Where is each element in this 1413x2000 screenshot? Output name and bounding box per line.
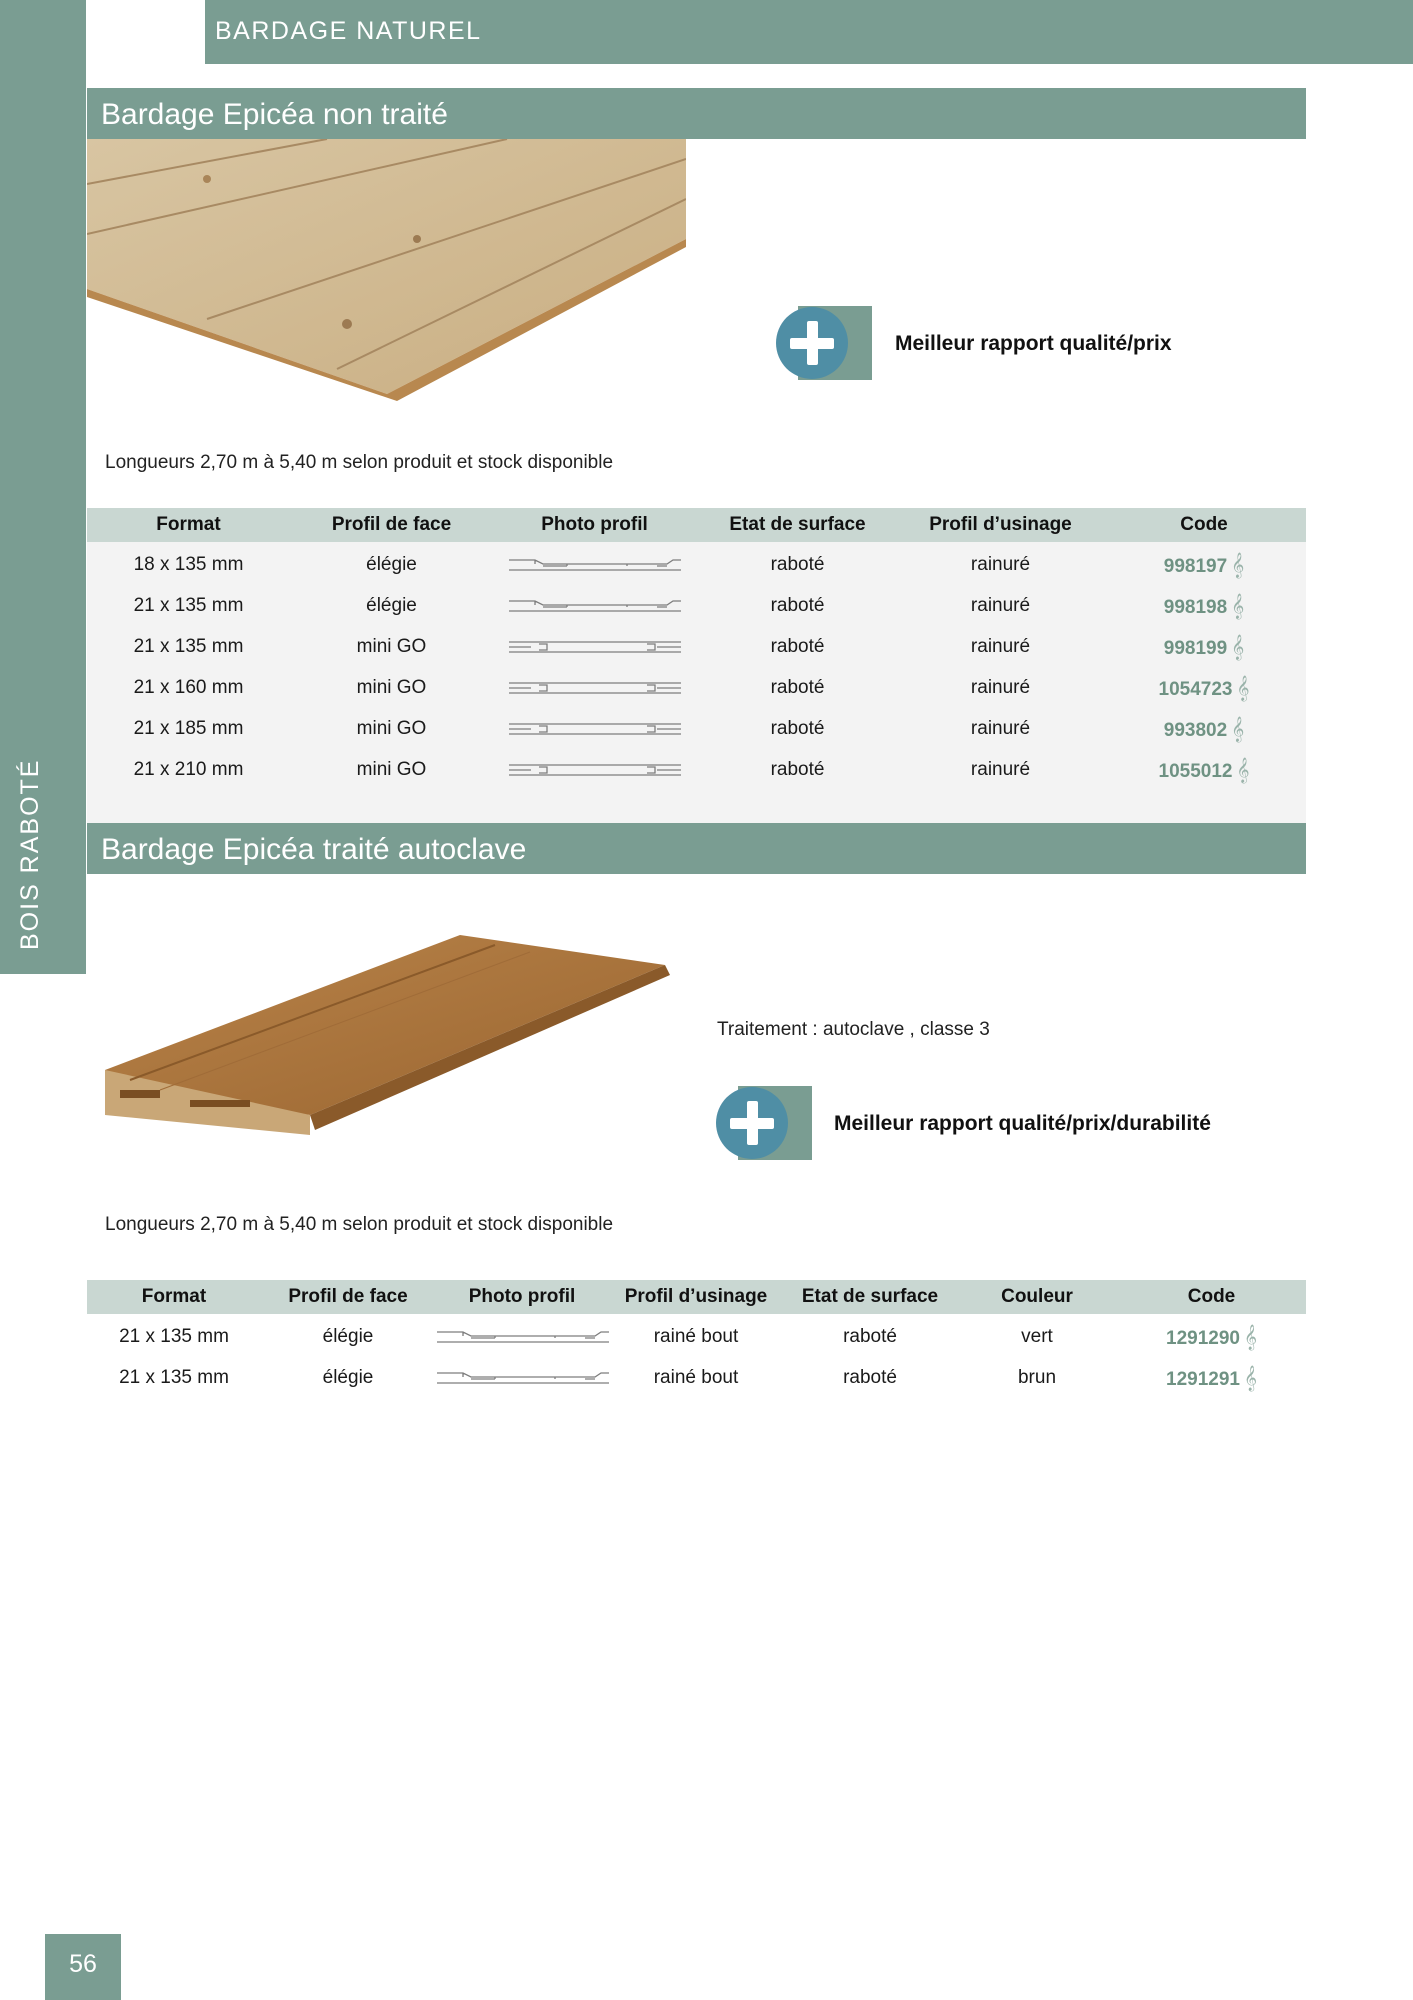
plus-badge-icon	[776, 306, 872, 380]
plus-badge-icon	[716, 1086, 812, 1160]
surface-state-cell: raboté	[843, 1325, 897, 1347]
column-header: Profil d’usinage	[929, 514, 1072, 535]
surface-state-cell: raboté	[770, 635, 825, 657]
color-cell: brun	[1017, 1366, 1057, 1388]
product-code-text: 998199	[1163, 637, 1228, 659]
value-tagline: Meilleur rapport qualité/prix/durabilité	[834, 1112, 1211, 1135]
table-row	[87, 708, 1306, 749]
column-header: Photo profil	[541, 514, 648, 535]
product-table-untreated	[87, 508, 1306, 824]
profile-photo-cell	[493, 720, 696, 738]
table-row	[87, 544, 1306, 585]
category-header	[205, 0, 1413, 64]
surface-state-cell: raboté	[770, 676, 825, 698]
table-row	[87, 667, 1306, 708]
section-title: Bardage Epicéa traité autoclave	[101, 833, 527, 866]
mini-go-profile-icon	[507, 679, 683, 697]
product-code-text: 993802	[1163, 719, 1228, 741]
treatment-note: Traitement : autoclave , classe 3	[717, 1019, 990, 1040]
product-code-text: 1291291	[1166, 1368, 1240, 1390]
surface-state-cell: raboté	[770, 553, 825, 575]
product-code	[1102, 757, 1306, 783]
product-code-text: 1055012	[1158, 760, 1233, 782]
format-cell: 18 x 135 mm	[133, 553, 244, 575]
profile-photo-cell	[435, 1328, 609, 1346]
face-profile-cell: élégie	[366, 594, 417, 616]
column-header: Couleur	[1001, 1286, 1073, 1307]
color-cell: vert	[1021, 1325, 1053, 1347]
profile-photo-cell	[493, 556, 696, 574]
product-table-treated	[87, 1280, 1306, 1398]
format-cell: 21 x 185 mm	[133, 717, 244, 739]
column-header: Etat de surface	[729, 514, 866, 535]
machining-profile-cell: rainuré	[970, 758, 1031, 780]
lengths-note: Longueurs 2,70 m à 5,40 m selon produit et stock disponible	[105, 1214, 614, 1235]
mini-go-profile-icon	[507, 720, 683, 738]
face-profile-cell: élégie	[322, 1325, 374, 1347]
face-profile-cell: élégie	[322, 1366, 374, 1388]
format-cell: 21 x 135 mm	[133, 635, 244, 657]
product-code	[1102, 634, 1306, 660]
machining-profile-cell: rainé bout	[653, 1325, 739, 1347]
machining-profile-cell: rainuré	[970, 676, 1031, 698]
table-row	[87, 1316, 1306, 1357]
product-code	[1117, 1324, 1306, 1350]
machining-profile-cell: rainuré	[970, 717, 1031, 739]
profile-photo-cell	[493, 638, 696, 656]
column-header: Etat de surface	[801, 1286, 939, 1307]
page-number: 56	[45, 1934, 121, 2000]
face-profile-cell: élégie	[366, 553, 417, 575]
format-cell: 21 x 135 mm	[133, 594, 244, 616]
column-header: Code	[1180, 514, 1228, 535]
section-title-bar	[87, 88, 1306, 139]
section-title: Bardage Epicéa non traité	[101, 98, 448, 131]
elegie-profile-icon	[435, 1369, 611, 1387]
value-tagline: Meilleur rapport qualité/prix	[895, 332, 1172, 355]
machining-profile-cell: rainuré	[970, 553, 1031, 575]
table-row	[87, 585, 1306, 626]
profile-photo-cell	[493, 679, 696, 697]
column-header: Photo profil	[468, 1286, 576, 1307]
product-code	[1102, 675, 1306, 701]
face-profile-cell: mini GO	[356, 758, 427, 780]
product-code-text: 1054723	[1158, 678, 1233, 700]
untreated-spruce-cladding-photo	[87, 139, 686, 401]
column-header: Format	[141, 1286, 207, 1307]
mini-go-profile-icon	[507, 638, 683, 656]
section-title-bar	[87, 823, 1306, 874]
lengths-note: Longueurs 2,70 m à 5,40 m selon produit et stock disponible	[105, 452, 614, 473]
surface-state-cell: raboté	[770, 758, 825, 780]
music-note-icon: 𝄞	[1236, 674, 1250, 700]
column-header: Profil d’usinage	[624, 1286, 768, 1307]
format-cell: 21 x 135 mm	[119, 1325, 229, 1347]
column-header: Profil de face	[288, 1286, 408, 1307]
table-header-row	[87, 508, 1306, 542]
product-code	[1102, 716, 1306, 742]
product-code	[1102, 552, 1306, 578]
profile-photo-cell	[435, 1369, 609, 1387]
music-note-icon: 𝄞	[1231, 715, 1245, 741]
face-profile-cell: mini GO	[356, 717, 427, 739]
product-code	[1102, 593, 1306, 619]
category-title: BARDAGE NATUREL	[215, 17, 482, 45]
music-note-icon: 𝄞	[1243, 1323, 1257, 1349]
product-code	[1117, 1365, 1306, 1391]
music-note-icon: 𝄞	[1243, 1364, 1257, 1390]
surface-state-cell: raboté	[770, 717, 825, 739]
face-profile-cell: mini GO	[356, 676, 427, 698]
treated-spruce-cladding-photo	[100, 930, 675, 1140]
product-code-text: 998198	[1163, 596, 1228, 618]
mini-go-profile-icon	[507, 761, 683, 779]
machining-profile-cell: rainuré	[970, 635, 1031, 657]
format-cell: 21 x 135 mm	[119, 1366, 229, 1388]
music-note-icon: 𝄞	[1231, 633, 1245, 659]
elegie-profile-icon	[507, 556, 683, 574]
face-profile-cell: mini GO	[356, 635, 427, 657]
music-note-icon: 𝄞	[1231, 592, 1245, 618]
surface-state-cell: raboté	[770, 594, 825, 616]
surface-state-cell: raboté	[843, 1366, 897, 1388]
table-header-row	[87, 1280, 1306, 1314]
music-note-icon: 𝄞	[1231, 551, 1245, 577]
column-header: Code	[1187, 1286, 1236, 1307]
profile-photo-cell	[493, 597, 696, 615]
side-tab-label: BOIS RABOTÉ	[16, 758, 44, 950]
machining-profile-cell: rainé bout	[653, 1366, 739, 1388]
music-note-icon: 𝄞	[1236, 756, 1250, 782]
table-row	[87, 626, 1306, 667]
table-row	[87, 1357, 1306, 1398]
column-header: Profil de face	[331, 514, 452, 535]
format-cell: 21 x 210 mm	[133, 758, 244, 780]
profile-photo-cell	[493, 761, 696, 779]
format-cell: 21 x 160 mm	[133, 676, 244, 698]
machining-profile-cell: rainuré	[970, 594, 1031, 616]
product-code-text: 998197	[1163, 555, 1228, 577]
elegie-profile-icon	[507, 597, 683, 615]
column-header: Format	[156, 514, 221, 535]
elegie-profile-icon	[435, 1328, 611, 1346]
table-row	[87, 749, 1306, 790]
product-code-text: 1291290	[1166, 1327, 1240, 1349]
